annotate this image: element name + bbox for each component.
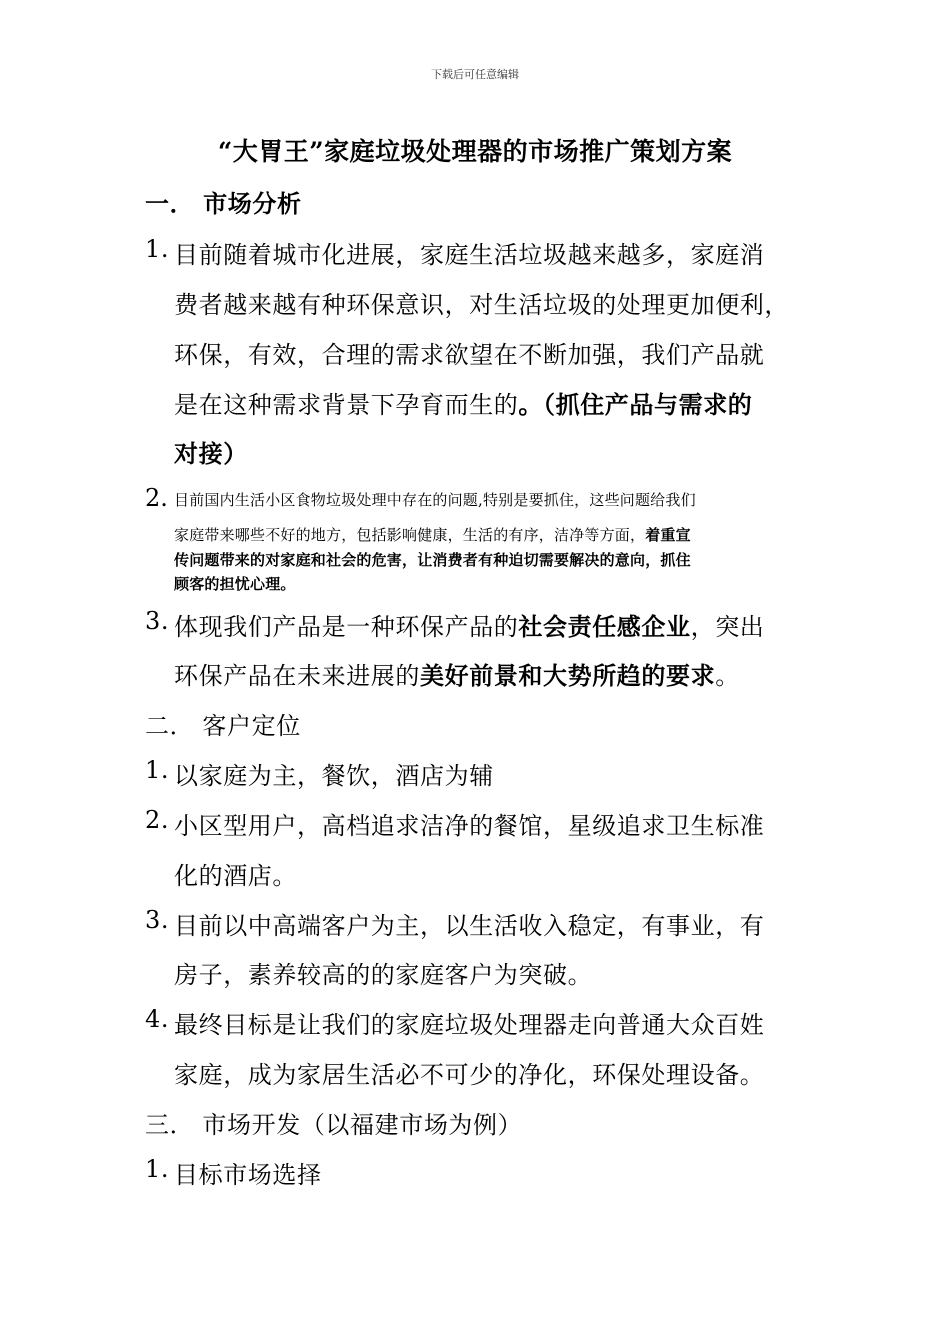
- paragraph-line: 化的酒店。: [174, 862, 297, 890]
- section-heading-market-analysis: 一． 市场分析: [145, 189, 302, 218]
- paragraph-line: 费者越来越有种环保意识，对生活垃圾的处理更加便利，: [174, 291, 789, 319]
- section-heading-customer-positioning: 二． 客户定位: [145, 712, 301, 740]
- list-number: 1.: [145, 1155, 170, 1183]
- paragraph-line: 目标市场选择: [174, 1161, 322, 1189]
- emphasis-line: 顾客的担忧心理。: [174, 575, 296, 593]
- document-title: “大胃王”家庭垃圾处理器的市场推广策划方案: [217, 137, 733, 166]
- paragraph-line: [174, 607, 764, 642]
- section-heading-market-development: 三． 市场开发（以福建市场为例）: [145, 1111, 523, 1139]
- paragraph-line: [174, 524, 691, 545]
- list-number: 4.: [145, 1005, 170, 1033]
- paragraph-line: 目前以中高端客户为主，以生活收入稳定，有事业，有: [174, 912, 765, 940]
- paragraph-line: 环保，有效，合理的需求欲望在不断加强，我们产品就: [174, 341, 765, 369]
- paragraph-line: 家庭，成为家居生活必不可少的净化，环保处理设备。: [174, 1061, 765, 1089]
- paragraph-line: [174, 656, 740, 691]
- paragraph-text: ，突出: [690, 613, 765, 641]
- list-number: 3.: [145, 906, 170, 934]
- emphasis-line: 对接）: [174, 439, 248, 468]
- paragraph-text: 体现我们产品是一种环保产品的: [174, 613, 519, 641]
- paragraph-text: 是在这种需求背景下孕育而生的: [174, 391, 519, 419]
- paragraph-text: 家庭带来哪些不好的地方，包括影响健康，生活的有序，洁净等方面，: [174, 526, 646, 544]
- paragraph-text: 。: [715, 662, 740, 690]
- list-number: 3.: [145, 607, 170, 635]
- paragraph-line: 以家庭为主，餐饮，酒店为辅: [174, 762, 494, 790]
- paragraph-line: 房子，素养较高的的家庭客户为突破。: [174, 961, 593, 989]
- paragraph-line: 目前随着城市化进展，家庭生活垃圾越来越多，家庭消: [174, 241, 765, 269]
- list-number: 1.: [145, 756, 170, 784]
- emphasis-line: 传问题带来的对家庭和社会的危害，让消费者有种迫切需要解决的意向，抓住: [174, 551, 691, 569]
- emphasis-text: 着重宣: [645, 526, 691, 544]
- list-number: 2.: [145, 806, 170, 834]
- emphasis-text: 。（抓住产品与需求的: [518, 390, 753, 419]
- paragraph-line: [174, 385, 752, 420]
- emphasis-text: 社会责任感企业: [518, 612, 691, 641]
- page-header: 下载后可任意编辑: [431, 68, 519, 81]
- paragraph-text: 环保产品在未来进展的: [174, 662, 420, 690]
- paragraph-line: 最终目标是让我们的家庭垃圾处理器走向普通大众百姓: [174, 1011, 765, 1039]
- list-number: 2.: [145, 484, 168, 512]
- paragraph-line: 小区型用户，高档追求洁净的餐馆，星级追求卫生标准: [174, 812, 765, 840]
- list-number: 1.: [145, 235, 170, 263]
- paragraph-line: 目前国内生活小区食物垃圾处理中存在的问题,特别是要抓住，这些问题给我们: [174, 491, 696, 509]
- emphasis-text: 美好前景和大势所趋的要求: [420, 661, 716, 690]
